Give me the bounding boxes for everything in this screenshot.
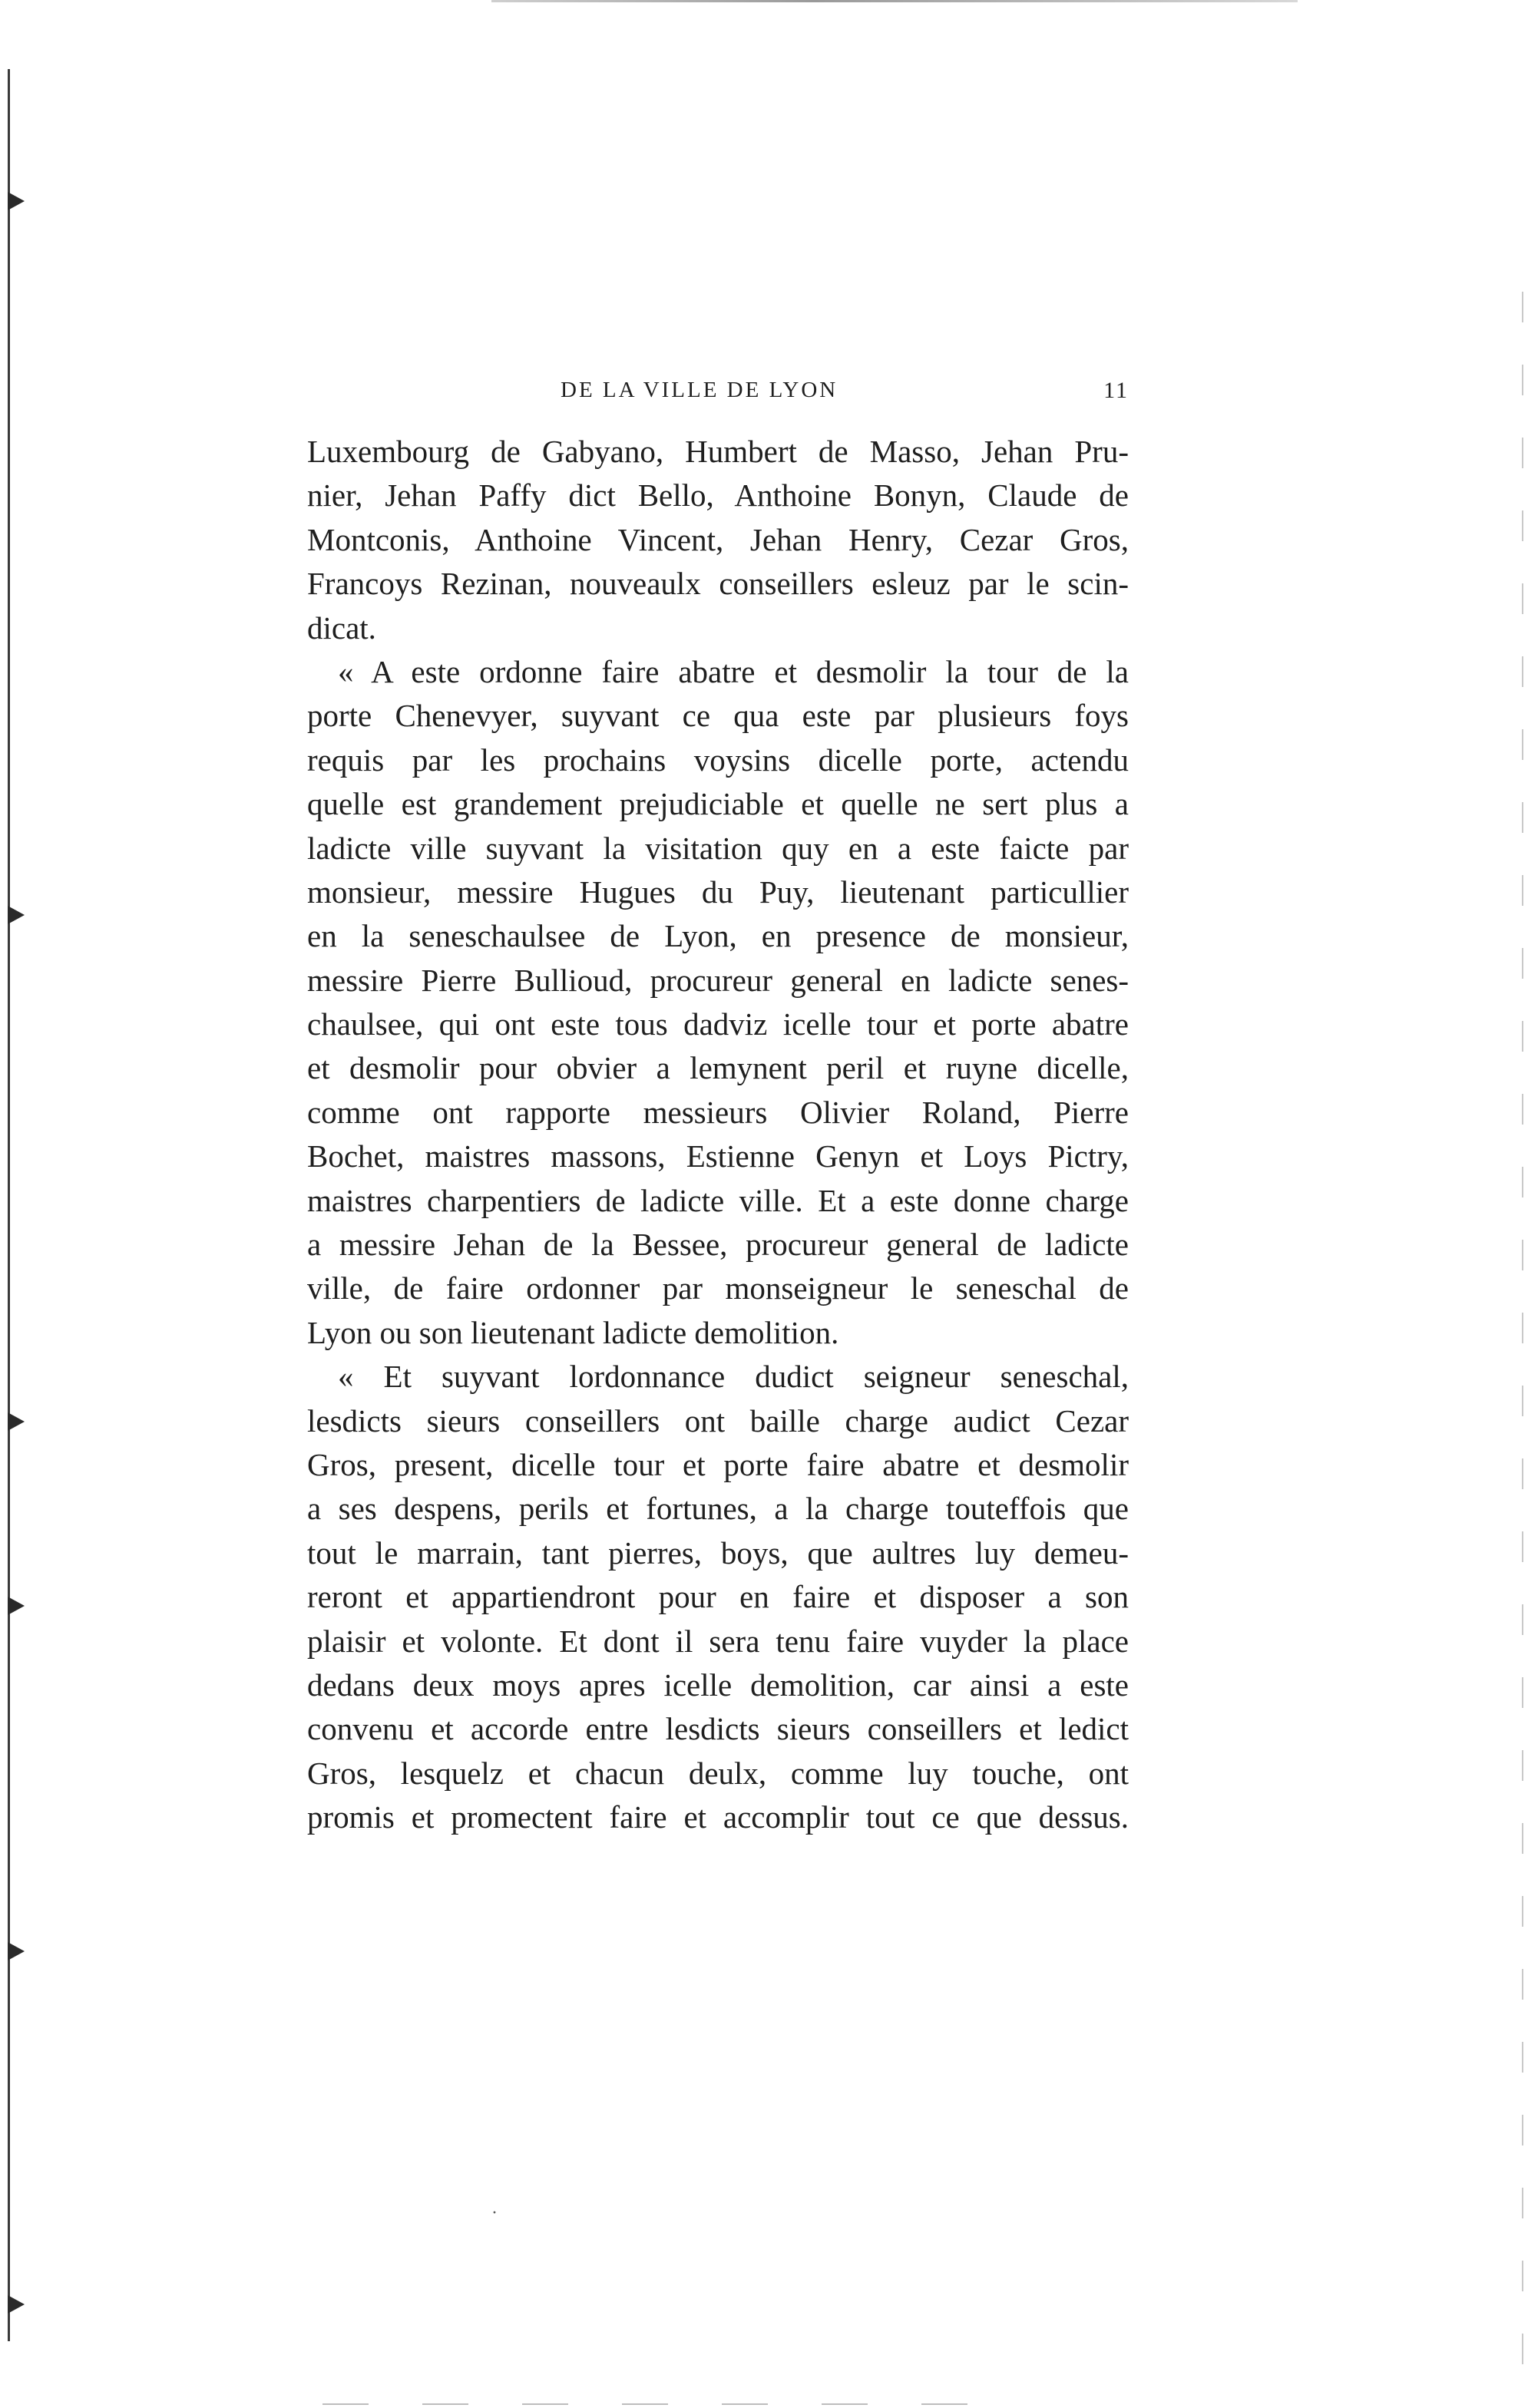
text-line: plaisir et volonte. Et dont il sera tenu faire vuyder la place (307, 1623, 1129, 1659)
text-line: ville, de faire ordonner par monseigneur le seneschal de (307, 1270, 1129, 1306)
text-line: dicat. (307, 609, 376, 646)
paragraph-start-line: « A este ordonne faire abatre et desmolir la tour de la (338, 653, 1129, 689)
text-line: en la seneschaulsee de Lyon, en presence de monsieur, (307, 918, 1129, 954)
text-line: reront et appartiendront pour en faire et disposer a son (307, 1579, 1129, 1615)
page-header (307, 378, 1129, 408)
binding-mark (8, 192, 25, 210)
text-line: dedans deux moys apres icelle demolition, car ainsi a este (307, 1666, 1129, 1703)
binding-mark (8, 2295, 25, 2314)
text-line: nier, Jehan Paffy dict Bello, Anthoine Bonyn, Claude de (307, 477, 1129, 514)
text-line: porte Chenevyer, suyvant ce qua este par plusieurs foys (307, 698, 1129, 734)
binding-edge (8, 69, 10, 2341)
text-line: monsieur, messire Hugues du Puy, lieutenant particullier (307, 874, 1129, 910)
scan-edge-bottom (322, 2403, 1014, 2405)
text-line: Gros, lesquelz et chacun deulx, comme luy touche, ont (307, 1755, 1129, 1791)
text-line: a messire Jehan de la Bessee, procureur general de ladicte (307, 1227, 1129, 1263)
text-line: et desmolir pour obvier a lemynent peril et ruyne dicelle, (307, 1050, 1129, 1086)
text-line: requis par les prochains voysins dicelle porte, actendu (307, 742, 1129, 778)
text-line: messire Pierre Bullioud, procureur general en ladicte senes- (307, 962, 1129, 998)
text-line: quelle est grandement prejudiciable et quelle ne sert plus a (307, 786, 1129, 822)
text-line: Montconis, Anthoine Vincent, Jehan Henry, Cezar Gros, (307, 521, 1129, 557)
text-line: Gros, present, dicelle tour et porte faire abatre et desmolir (307, 1446, 1129, 1482)
binding-mark (8, 906, 25, 924)
page-number: 11 (1103, 378, 1129, 403)
text-line: maistres charpentiers de ladicte ville. Et a este donne charge (307, 1182, 1129, 1218)
text-line: comme ont rapporte messieurs Olivier Roland, Pierre (307, 1094, 1129, 1130)
page-edge-right (1522, 292, 1523, 2364)
running-title: DE LA VILLE DE LYON (561, 378, 838, 402)
text-line: chaulsee, qui ont este tous dadviz icelle tour et porte abatre (307, 1006, 1129, 1042)
scan-edge-top (491, 0, 1298, 2)
binding-mark (8, 1412, 25, 1431)
text-line: a ses despens, perils et fortunes, a la charge touteffois que (307, 1491, 1129, 1527)
binding-mark (8, 1597, 25, 1615)
binding-mark (8, 1942, 25, 1960)
text-line: ladicte ville suyvant la visitation quy en a este faicte par (307, 830, 1129, 866)
text-line: promis et promectent faire et accomplir tout ce que dessus. (307, 1799, 1129, 1835)
text-line: Lyon ou son lieutenant ladicte demolition. (307, 1314, 839, 1350)
text-line: convenu et accorde entre lesdicts sieurs conseillers et ledict (307, 1711, 1129, 1747)
text-line: tout le marrain, tant pierres, boys, que aultres luy demeu- (307, 1534, 1129, 1571)
text-line: Bochet, maistres massons, Estienne Genyn et Loys Pictry, (307, 1138, 1129, 1174)
paragraph-start-line: « Et suyvant lordonnance dudict seigneur seneschal, (338, 1359, 1129, 1395)
body-text (307, 430, 1129, 1840)
text-line: Luxembourg de Gabyano, Humbert de Masso, Jehan Pru- (307, 434, 1129, 469)
text-line: lesdicts sieurs conseillers ont baille charge audict Cezar (307, 1402, 1129, 1439)
text-line: Francoys Rezinan, nouveaulx conseillers esleuz par le scin- (307, 566, 1129, 602)
ink-speck: · (491, 2203, 498, 2223)
